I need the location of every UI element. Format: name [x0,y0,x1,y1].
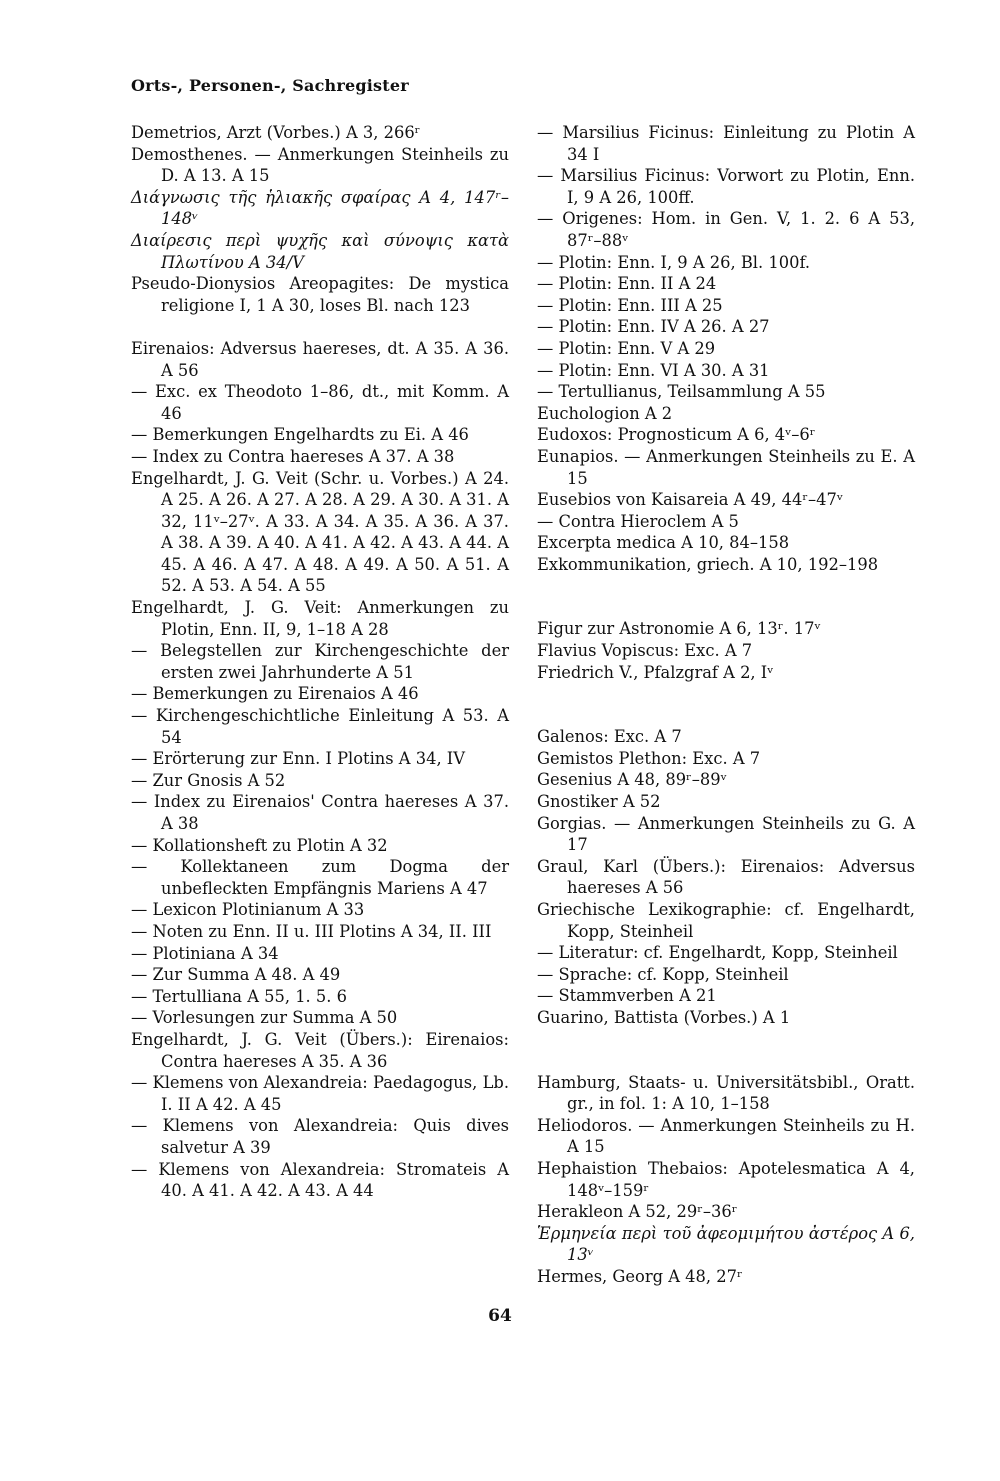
index-entry: Eunapios. — Anmerkungen Steinheils zu E. A 15 [537,446,915,488]
index-entry: — Contra Hieroclem A 5 [537,511,739,531]
section-spacer [131,316,509,338]
index-column-left [131,122,509,1202]
index-entry: — Klemens von Alexandreia: Stromateis A 40. A 41. A 42. A 43. A 44 [131,1159,509,1201]
index-column-right [537,122,915,1288]
index-entry: — Origenes: Hom. in Gen. V, 1. 2. 6 A 53, 87ʳ–88ᵛ [537,209,915,250]
index-entry: — Erörterung zur Enn. I Plotins A 34, IV [131,749,465,769]
page-number: 64 [488,1306,512,1326]
section-spacer [537,575,915,618]
index-entry: — Stammverben A 21 [537,986,717,1006]
index-entry: — Sprache: cf. Kopp, Steinheil [537,964,789,984]
index-entry: — Plotin: Enn. VI A 30. A 31 [537,360,770,380]
index-entry: Demetrios, Arzt (Vorbes.) A 3, 266ʳ [131,123,421,142]
section-spacer [537,1029,915,1072]
index-entry: — Tertulliana A 55, 1. 5. 6 [131,986,347,1006]
index-entry: — Index zu Contra haereses A 37. A 38 [131,446,455,466]
index-entry: Figur zur Astronomie A 6, 13ʳ. 17ᵛ [537,619,821,639]
index-entry: Ἑρμηνεία περὶ τοῦ ἀφεομιμήτου ἀστέρος A 6, 13ᵛ [537,1223,915,1265]
index-entry: Demosthenes. — Anmerkungen Steinheils zu D. A 13. A 15 [131,144,509,186]
index-entry: Pseudo-Dionysios Areopagites: De mystica religione I, 1 A 30, loses Bl. nach 123 [131,274,509,315]
index-entry: — Belegstellen zur Kirchengeschichte der ersten zwei Jahrhunderte A 51 [131,641,509,682]
index-entry: — Marsilius Ficinus: Einleitung zu Plotin A 34 I [537,123,915,164]
index-entry: — Tertullianus, Teilsammlung A 55 [537,382,826,402]
index-entry: Eusebios von Kaisareia A 49, 44ʳ–47ᵛ [537,490,843,510]
index-entry: Euchologion A 2 [537,403,673,423]
index-entry: Engelhardt, J. G. Veit: Anmerkungen zu Plotin, Enn. II, 9, 1–18 A 28 [131,598,509,639]
index-entry: Guarino, Battista (Vorbes.) A 1 [537,1007,791,1027]
index-entry: Engelhardt, J. G. Veit (Übers.): Eirenaios: Contra haereses A 35. A 36 [131,1029,509,1071]
index-entry: — Zur Gnosis A 52 [131,770,286,790]
index-entry: — Kirchengeschichtliche Einleitung A 53. A 54 [131,706,509,747]
index-entry: — Bemerkungen zu Eirenaios A 46 [131,684,419,704]
index-entry: — Plotin: Enn. III A 25 [537,295,723,315]
index-entry: — Vorlesungen zur Summa A 50 [131,1008,398,1028]
index-entry: Graul, Karl (Übers.): Eirenaios: Adversus haereses A 56 [537,856,915,898]
index-entry: Hephaistion Thebaios: Apotelesmatica A 4, 148ᵛ–159ʳ [537,1158,915,1200]
index-entry: — Klemens von Alexandreia: Paedagogus, Lb. I. II A 42. A 45 [131,1073,509,1114]
index-entry: Herakleon A 52, 29ʳ–36ʳ [537,1202,738,1222]
index-entry: — Plotin: Enn. I, 9 A 26, Bl. 100f. [537,252,811,272]
index-entry: — Bemerkungen Engelhardts zu Ei. A 46 [131,425,469,445]
index-entry: — Kollationsheft zu Plotin A 32 [131,835,388,855]
index-entry: — Noten zu Enn. II u. III Plotins A 34, II. III [131,921,492,941]
index-entry: Διαίρεσις περὶ ψυχῆς καὶ σύνοψις κατὰ Πλωτίνου A 34/V [131,230,509,272]
index-entry: Gnostiker A 52 [537,792,661,812]
index-entry: Flavius Vopiscus: Exc. A 7 [537,641,753,661]
index-entry: Διάγνωσις τῆς ἡλιακῆς σφαίρας A 4, 147ʳ–148ᵛ [131,187,509,229]
index-entry: — Lexicon Plotinianum A 33 [131,900,365,920]
index-entry: Gesenius A 48, 89ʳ–89ᵛ [537,770,727,790]
index-entry: — Literatur: cf. Engelhardt, Kopp, Steinheil [537,943,898,963]
index-entry: Gemistos Plethon: Exc. A 7 [537,748,761,768]
section-spacer [537,683,915,726]
index-entry: Hermes, Georg A 48, 27ʳ [537,1266,743,1286]
index-entry: — Plotin: Enn. II A 24 [537,274,717,294]
index-entry: Galenos: Exc. A 7 [537,727,682,747]
index-entry: Gorgias. — Anmerkungen Steinheils zu G. A 17 [537,813,915,855]
index-entry: Excerpta medica A 10, 84–158 [537,533,790,553]
index-entry: — Plotiniana A 34 [131,943,279,963]
index-entry: — Plotin: Enn. IV A 26. A 27 [537,317,770,337]
index-entry: Friedrich V., Pfalzgraf A 2, Iᵛ [537,662,774,682]
index-entry: — Exc. ex Theodoto 1–86, dt., mit Komm. A 46 [131,382,509,423]
index-entry: — Kollektaneen zum Dogma der unbefleckten Empfängnis Mariens A 47 [131,857,509,898]
index-entry: — Zur Summa A 48. A 49 [131,965,341,985]
index-entry: Griechische Lexikographie: cf. Engelhardt, Kopp, Steinheil [537,900,915,941]
page-header: Orts-, Personen-, Sachregister [131,76,409,95]
index-entry: Hamburg, Staats- u. Universitätsbibl., Oratt. gr., in fol. 1: A 10, 1–158 [537,1072,915,1114]
index-entry: — Index zu Eirenaios' Contra haereses A 37. A 38 [131,792,509,833]
index-entry: Eudoxos: Prognosticum A 6, 4ᵛ–6ʳ [537,425,816,445]
index-entry: — Marsilius Ficinus: Vorwort zu Plotin, Enn. I, 9 A 26, 100ff. [537,166,915,207]
index-entry: Exkommunikation, griech. A 10, 192–198 [537,554,879,574]
index-entry: Eirenaios: Adversus haereses, dt. A 35. A 36. A 56 [131,338,509,380]
index-entry: — Plotin: Enn. V A 29 [537,338,716,358]
index-entry: Heliodoros. — Anmerkungen Steinheils zu H. A 15 [537,1115,915,1157]
index-entry: — Klemens von Alexandreia: Quis dives salvetur A 39 [131,1116,509,1157]
index-entry: Engelhardt, J. G. Veit (Schr. u. Vorbes.) A 24. A 25. A 26. A 27. A 28. A 29. A 30. A 31. A 32, 11ᵛ–27ᵛ. A 33. A 34. A 35. A 36. A 37. A 38. A 39. A 40. A 41. A 42. A 43. A 44. A 45. A 46. A 47. A 48. A 49. A 50. A 51. A 52. A 53. A 54. A 55 [131,468,509,596]
